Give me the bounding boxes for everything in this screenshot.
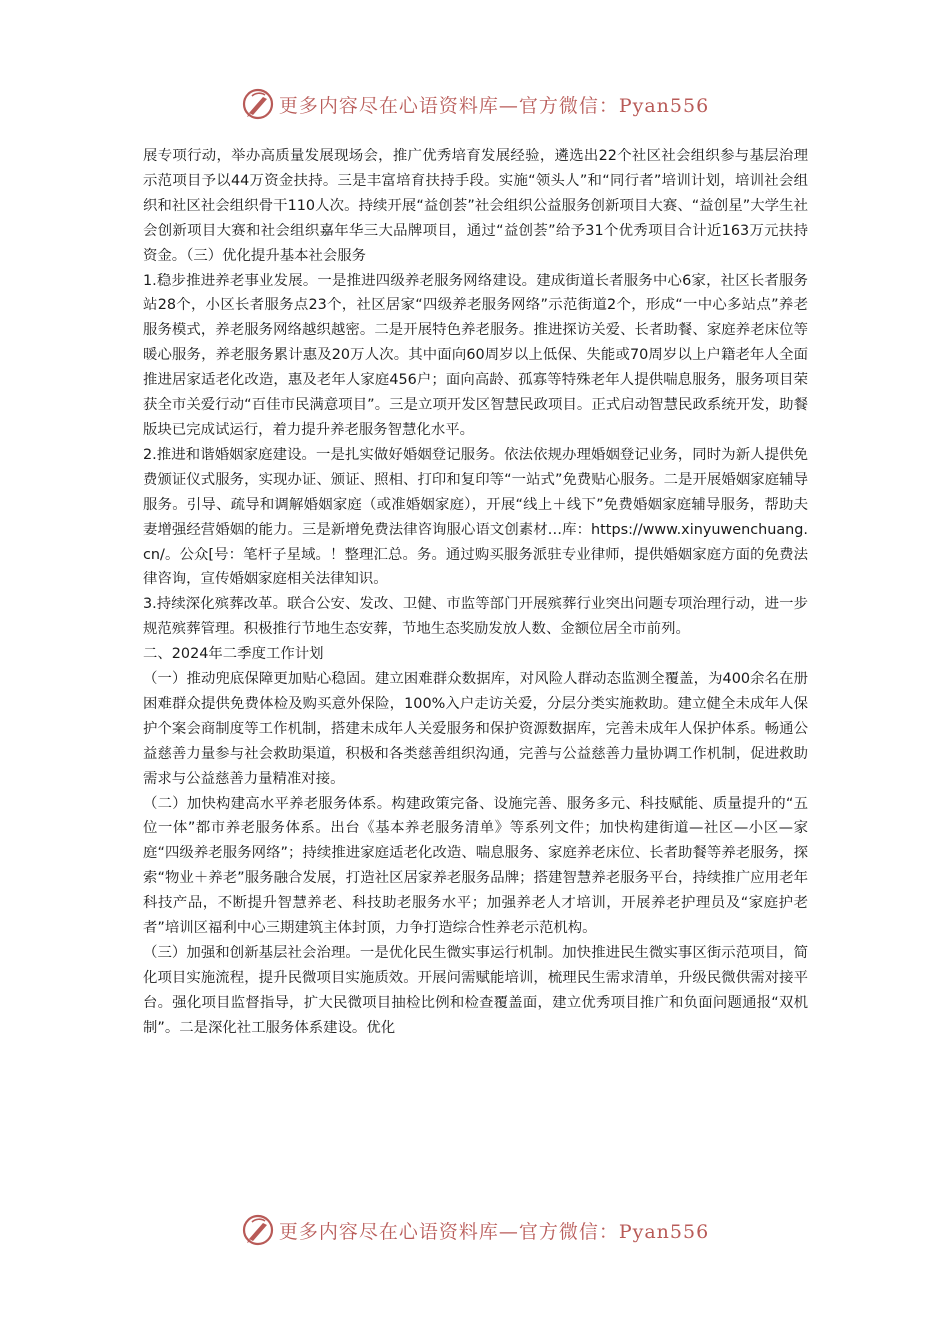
paragraph-7: （二）加快构建高水平养老服务体系。构建政策完备、设施完善、服务多元、科技赋能、质量提升的“五位一体”都市养老服务体系。出台《基本养老服务清单》等系列文件；加快构建街道—社区—小区—家庭“四级养老服务网络”；持续推进家庭适老化改造、喘息服务、家庭养老床位、长者助餐等养老服务，探索“物业＋养老”服务融合发展，打造社区居家养老服务品牌；搭建智慧养老服务平台，持续推广应用老年科技产品，不断提升智慧养老、科技助老服务水平；加强养老人才培训，开展养老护理员及“家庭护老者”培训区福利中心三期建筑主体封顶，力争打造综合性养老示范机构。: [143, 795, 808, 937]
paragraph-3: 2.推进和谐婚姻家庭建设。一是扎实做好婚姻登记服务。依法依规办理婚姻登记业务，同时为新人提供免费颁证仪式服务，实现办证、颁证、照相、打印和复印等“一站式”免费贴心服务。二是开展婚姻家庭辅导服务。引导、疏导和调解婚姻家庭（或准婚姻家庭），开展“线上＋线下”免费婚姻家庭辅导服务，帮助夫妻增强经营婚姻的能力。三是新增免费法律咨询服心语文创素材…库：https://www.xinyuwenchuang.cn/。公众[号：笔杆子星域。！整理汇总。务。通过购买服务派驻专业律师，提供婚姻家庭方面的免费法律咨询，宣传婚姻家庭相关法律知识。: [143, 446, 808, 588]
section-heading: 二、2024年二季度工作计划: [143, 646, 324, 663]
document-body: [143, 144, 808, 1041]
watermark-text: 更多内容尽在心语资料库—官方微信：Pyan556: [278, 94, 710, 117]
paragraph-6: （一）推动兜底保障更加贴心稳固。建立困难群众数据库，对风险人群动态监测全覆盖，为400余名在册困难群众提供免费体检及购买意外保险，100%入户走访关爱，分层分类实施救助。建立健全未成年人保护个案会商制度等工作机制，搭建未成年人关爱服务和保护资源数据库，完善未成年人保护体系。畅通公益慈善力量参与社会救助渠道，积极和各类慈善组织沟通，完善与公益慈善力量协调工作机制，促进救助需求与公益慈善力量精准对接。: [143, 671, 808, 787]
paragraph-1: 展专项行动，举办高质量发展现场会，推广优秀培育发展经验，遴选出22个社区社会组织参与基层治理示范项目予以44万资金扶持。三是丰富培育扶持手段。实施“领头人”和“同行者”培训计划，培训社会组织和社区社会组织骨干110人次。持续开展“益创荟”社会组织公益服务创新项目大赛、“益创星”大学生社会创新项目大赛和社会组织嘉年华三大品牌项目，通过“益创荟”给予31个优秀项目合计近163万元扶持资金。（三）优化提升基本社会服务: [143, 148, 808, 264]
pen-circle-logo-icon: [241, 87, 275, 121]
paragraph-2: 1.稳步推进养老事业发展。一是推进四级养老服务网络建设。建成街道长者服务中心6家，社区长者服务站28个，小区长者服务点23个，社区居家“四级养老服务网络”示范街道2个，形成“一中心多站点”养老服务模式，养老服务网络越织越密。二是开展特色养老服务。推进探访关爱、长者助餐、家庭养老床位等暖心服务，养老服务累计惠及20万人次。其中面向60周岁以上低保、失能或70周岁以上户籍老年人全面推进居家适老化改造，惠及老年人家庭456户；面向高龄、孤寡等特殊老年人提供喘息服务，服务项目荣获全市关爱行动“百佳市民满意项目”。三是立项开发区智慧民政项目。正式启动智慧民政系统开发，助餐版块已完成试运行，着力提升养老服务智慧化水平。: [143, 272, 808, 438]
pen-circle-logo-icon: [241, 1213, 275, 1247]
paragraph-8: （三）加强和创新基层社会治理。一是优化民生微实事运行机制。加快推进民生微实事区街示范项目，简化项目实施流程，提升民微项目实施质效。开展问需赋能培训，梳理民生需求清单，升级民微供需对接平台。强化项目监督指导，扩大民微项目抽检比例和检查覆盖面，建立优秀项目推广和负面问题通报“双机制”。二是深化社工服务体系建设。优化: [143, 945, 808, 1036]
header-watermark: [0, 84, 950, 124]
footer-watermark: [0, 1210, 950, 1250]
watermark-text: 更多内容尽在心语资料库—官方微信：Pyan556: [278, 1220, 710, 1243]
paragraph-4: 3.持续深化殡葬改革。联合公安、发改、卫健、市监等部门开展殡葬行业突出问题专项治理行动，进一步规范殡葬管理。积极推行节地生态安葬，节地生态奖励发放人数、金额位居全市前列。: [143, 596, 808, 638]
